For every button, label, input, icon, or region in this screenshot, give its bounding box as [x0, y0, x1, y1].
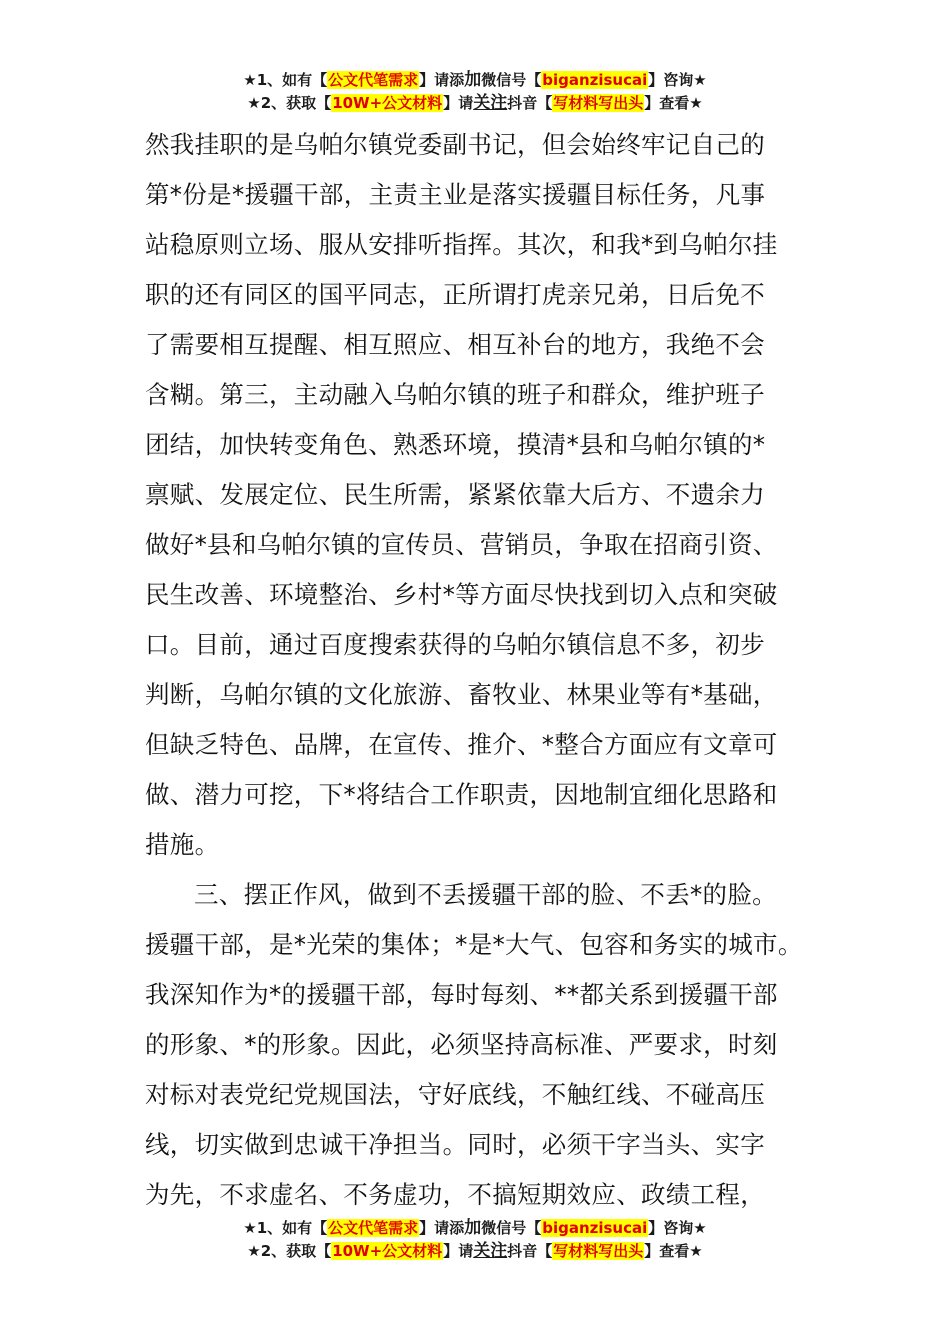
text-line: 民生改善、环境整治、乡村*等方面尽快找到切入点和突破 — [145, 580, 778, 609]
text-line: 三、摆正作风，做到不丢援疆干部的脸、不丢*的脸。 — [194, 880, 777, 909]
text-line: 职的还有同区的国平同志，正所谓打虎亲兄弟，日后免不 — [145, 280, 765, 309]
text-line: 站稳原则立场、服从安排听指挥。其次，和我*到乌帕尔挂 — [145, 230, 778, 259]
text-line: 含糊。第三，主动融入乌帕尔镇的班子和群众，维护班子 — [145, 380, 765, 409]
text-line: 但缺乏特色、品牌，在宣传、推介、*整合方面应有文章可 — [145, 730, 778, 759]
highlight-wechat-id: biganzisucai — [542, 1219, 648, 1237]
text-line: 判断，乌帕尔镇的文化旅游、畜牧业、林果业等有*基础， — [145, 680, 778, 709]
text-line: 的形象、*的形象。因此，必须坚持高标准、严要求，时刻 — [145, 1030, 778, 1059]
text-line: 团结，加快转变角色、熟悉环境，摸清*县和乌帕尔镇的* — [145, 430, 766, 459]
promo-line-2: ★2、获取【10W+公文材料】请关注抖音【写材料写出头】查看★ — [247, 93, 703, 113]
text-line: 然我挂职的是乌帕尔镇党委副书记，但会始终牢记自己的 — [145, 130, 765, 159]
highlight-service: 公文代笔需求 — [328, 1219, 419, 1237]
text-line: 措施。 — [145, 830, 220, 859]
text-line: 我深知作为*的援疆干部，每时每刻、**都关系到援疆干部 — [145, 980, 778, 1009]
promo-line-1: ★1、如有【公文代笔需求】请添加微信号【biganzisucai】咨询★ — [243, 70, 707, 90]
text-line: 做、潜力可挖，下*将结合工作职责，因地制宜细化思路和 — [145, 780, 778, 809]
highlight-wechat-id: biganzisucai — [542, 71, 648, 89]
paragraph-section-three — [145, 870, 825, 1220]
text-line: 第*份是*援疆干部，主责主业是落实援疆目标任务，凡事 — [145, 180, 766, 209]
highlight-douyin-id: 写材料写出头 — [553, 94, 644, 112]
text-line: 线，切实做到忠诚干净担当。同时，必须干字当头、实字 — [145, 1130, 765, 1159]
header-promo-banner — [0, 69, 950, 115]
highlight-service: 公文代笔需求 — [328, 71, 419, 89]
paragraph-continuation — [145, 120, 825, 870]
text-line: 口。目前，通过百度搜索获得的乌帕尔镇信息不多，初步 — [145, 630, 765, 659]
highlight-douyin-id: 写材料写出头 — [553, 1242, 644, 1260]
footer-promo-banner — [0, 1217, 950, 1263]
text-line: 对标对表党纪党规国法，守好底线，不触红线、不碰高压 — [145, 1080, 765, 1109]
text-line: 为先，不求虚名、不务虚功，不搞短期效应、政绩工程， — [145, 1180, 765, 1209]
highlight-materials: 10W+公文材料 — [332, 94, 443, 112]
text-line: 禀赋、发展定位、民生所需，紧紧依靠大后方、不遗余力 — [145, 480, 765, 509]
text-line: 援疆干部，是*光荣的集体；*是*大气、包容和务实的城市。 — [145, 930, 803, 959]
promo-line-1: ★1、如有【公文代笔需求】请添加微信号【biganzisucai】咨询★ — [243, 1218, 707, 1238]
promo-line-2: ★2、获取【10W+公文材料】请关注抖音【写材料写出头】查看★ — [247, 1241, 703, 1261]
text-line: 做好*县和乌帕尔镇的宣传员、营销员，争取在招商引资、 — [145, 530, 778, 559]
highlight-materials: 10W+公文材料 — [332, 1242, 443, 1260]
text-line: 了需要相互提醒、相互照应、相互补台的地方，我绝不会 — [145, 330, 765, 359]
document-body — [145, 120, 825, 1220]
